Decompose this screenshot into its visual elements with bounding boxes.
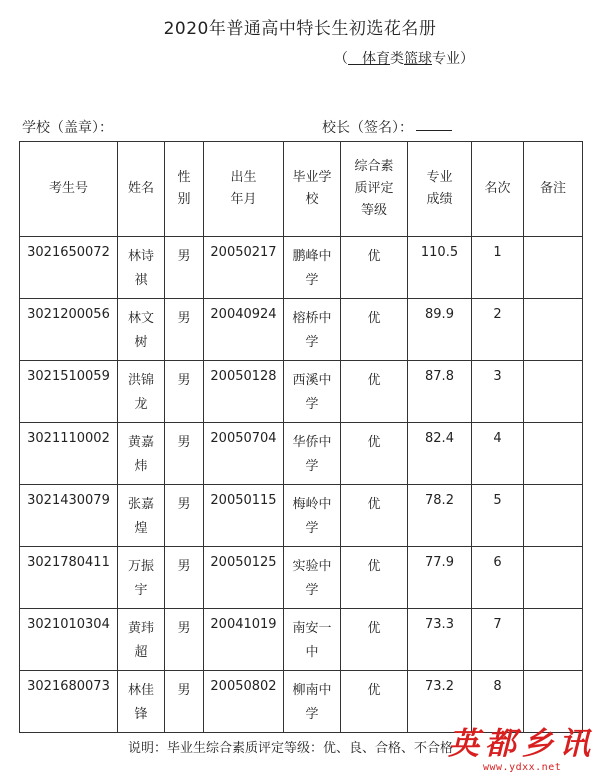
cell-school: 梅岭中学 — [284, 485, 341, 547]
cell-grade: 优 — [341, 237, 408, 299]
cell-school: 鹏峰中学 — [284, 237, 341, 299]
header-gender: 性别 — [165, 142, 204, 237]
cell-birth: 20050125 — [204, 547, 284, 609]
cell-grade: 优 — [341, 423, 408, 485]
cell-name: 万振宇 — [118, 547, 165, 609]
roster-table — [19, 141, 583, 733]
category-line — [334, 48, 474, 68]
table-row — [20, 423, 583, 485]
cell-gender: 男 — [165, 423, 204, 485]
table-header-row — [20, 142, 583, 237]
cell-gender: 男 — [165, 547, 204, 609]
cell-score: 89.9 — [408, 299, 472, 361]
cell-exam-id: 3021200056 — [20, 299, 118, 361]
cell-rank: 2 — [472, 299, 524, 361]
cell-grade: 优 — [341, 671, 408, 733]
cell-grade: 优 — [341, 361, 408, 423]
cell-rank: 7 — [472, 609, 524, 671]
cell-rank: 8 — [472, 671, 524, 733]
watermark-logo: 英都乡讯 — [448, 726, 596, 762]
cell-birth: 20050802 — [204, 671, 284, 733]
cell-grade: 优 — [341, 485, 408, 547]
header-score: 专业成绩 — [408, 142, 472, 237]
cell-score: 82.4 — [408, 423, 472, 485]
cell-note — [524, 299, 583, 361]
cell-grade: 优 — [341, 609, 408, 671]
cell-birth: 20050128 — [204, 361, 284, 423]
header-rank: 名次 — [472, 142, 524, 237]
table-row — [20, 547, 583, 609]
page-title: 2020年普通高中特长生初选花名册 — [163, 19, 437, 39]
cell-note — [524, 423, 583, 485]
cell-exam-id: 3021110002 — [20, 423, 118, 485]
cell-name: 洪锦龙 — [118, 361, 165, 423]
cell-birth: 20050217 — [204, 237, 284, 299]
table-row — [20, 485, 583, 547]
principal-signature-label: 校长（签名）： — [322, 120, 413, 136]
subtitle-category-word: 类 — [390, 51, 404, 67]
cell-birth: 20041019 — [204, 609, 284, 671]
cell-note — [524, 361, 583, 423]
cell-note — [524, 547, 583, 609]
table-row — [20, 361, 583, 423]
cell-name: 林佳锋 — [118, 671, 165, 733]
cell-note — [524, 485, 583, 547]
cell-rank: 6 — [472, 547, 524, 609]
cell-gender: 男 — [165, 671, 204, 733]
cell-exam-id: 3021780411 — [20, 547, 118, 609]
cell-school: 西溪中学 — [284, 361, 341, 423]
cell-school: 实验中学 — [284, 547, 341, 609]
grade-legend-note: 说明：毕业生综合素质评定等级：优、良、合格、不合格 — [128, 741, 454, 756]
cell-school: 柳南中学 — [284, 671, 341, 733]
watermark-url: www.ydxx.net — [483, 762, 562, 773]
subtitle-specialty-word: 专业） — [432, 51, 474, 67]
cell-note — [524, 237, 583, 299]
cell-name: 张嘉煌 — [118, 485, 165, 547]
subtitle-specialty-field: 篮球 — [404, 51, 432, 67]
subtitle-open: （ — [334, 51, 348, 67]
table-row — [20, 609, 583, 671]
header-school: 毕业学校 — [284, 142, 341, 237]
header-name: 姓名 — [118, 142, 165, 237]
header-exam-id: 考生号 — [20, 142, 118, 237]
cell-name: 林诗祺 — [118, 237, 165, 299]
cell-grade: 优 — [341, 547, 408, 609]
cell-exam-id: 3021680073 — [20, 671, 118, 733]
cell-exam-id: 3021650072 — [20, 237, 118, 299]
cell-rank: 1 — [472, 237, 524, 299]
cell-gender: 男 — [165, 237, 204, 299]
cell-score: 110.5 — [408, 237, 472, 299]
cell-gender: 男 — [165, 361, 204, 423]
cell-exam-id: 3021510059 — [20, 361, 118, 423]
site-watermark — [440, 718, 600, 780]
cell-rank: 3 — [472, 361, 524, 423]
cell-school: 榕桥中学 — [284, 299, 341, 361]
cell-gender: 男 — [165, 299, 204, 361]
header-grade: 综合素质评定等级 — [341, 142, 408, 237]
cell-name: 林文树 — [118, 299, 165, 361]
cell-name: 黄玮超 — [118, 609, 165, 671]
cell-score: 77.9 — [408, 547, 472, 609]
cell-birth: 20050115 — [204, 485, 284, 547]
table-row — [20, 299, 583, 361]
cell-school: 华侨中学 — [284, 423, 341, 485]
cell-gender: 男 — [165, 609, 204, 671]
cell-birth: 20050704 — [204, 423, 284, 485]
cell-exam-id: 3021010304 — [20, 609, 118, 671]
cell-grade: 优 — [341, 299, 408, 361]
subtitle-category-field: 体育 — [348, 51, 390, 67]
school-seal-label: 学校（盖章）： — [22, 120, 113, 136]
cell-school: 南安一中 — [284, 609, 341, 671]
cell-score: 73.3 — [408, 609, 472, 671]
cell-birth: 20040924 — [204, 299, 284, 361]
cell-score: 78.2 — [408, 485, 472, 547]
header-note: 备注 — [524, 142, 583, 237]
cell-exam-id: 3021430079 — [20, 485, 118, 547]
cell-score: 87.8 — [408, 361, 472, 423]
principal-signature-line — [416, 130, 452, 131]
cell-rank: 5 — [472, 485, 524, 547]
cell-name: 黄嘉炜 — [118, 423, 165, 485]
cell-rank: 4 — [472, 423, 524, 485]
cell-score: 73.2 — [408, 671, 472, 733]
cell-note — [524, 609, 583, 671]
header-birth: 出生年月 — [204, 142, 284, 237]
table-row — [20, 237, 583, 299]
cell-gender: 男 — [165, 485, 204, 547]
